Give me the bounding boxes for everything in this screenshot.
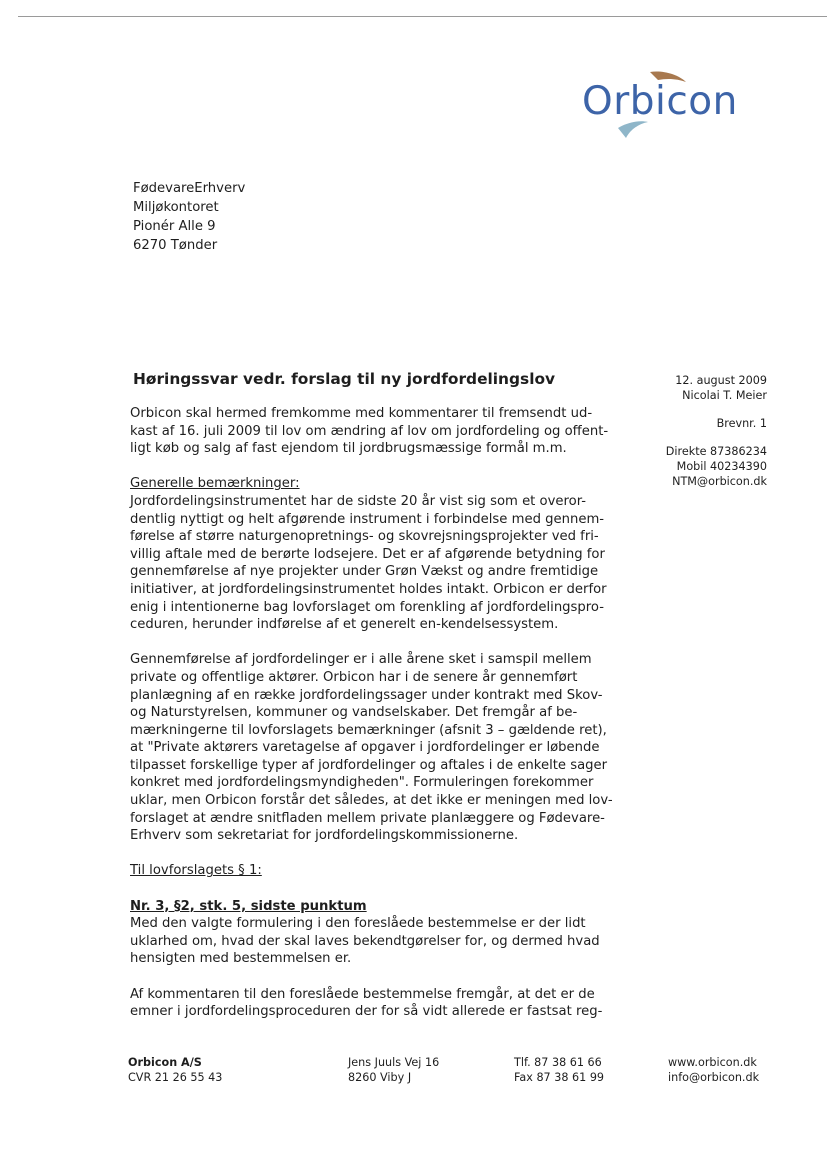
footer-cvr: CVR 21 26 55 43	[128, 1071, 223, 1084]
address-line: Pionér Alle 9	[133, 219, 216, 234]
author-email: NTM@orbicon.dk	[672, 475, 767, 488]
footer-address	[348, 1055, 439, 1085]
body-line: Erhverv som sekretariat for jordfordelingskommissionerne.	[130, 828, 519, 844]
footer-phone: Tlf. 87 38 61 66	[514, 1056, 602, 1069]
body-line: planlægning af en række jordfordelingssager under kontrakt med Skov-	[130, 687, 603, 703]
address-line: Miljøkontoret	[133, 200, 219, 215]
direct-phone: Direkte 87386234	[665, 445, 767, 458]
body-line: og Naturstyrelsen, kommuner og vandselskaber. Det fremgår af be-	[130, 705, 578, 721]
body-line: tilpasset forskellige typer af jordfordelinger og aftales i de enkelte sager	[130, 757, 608, 773]
body-line: private og offentlige aktører. Orbicon har i de senere år gennemført	[130, 669, 578, 685]
orbicon-logo	[582, 66, 768, 142]
body-line: ligt køb og salg af fast ejendom til jordbrugsmæssige formål m.m.	[130, 441, 567, 457]
body-line: Orbicon skal hermed fremkomme med kommentarer til fremsendt ud-	[130, 406, 593, 421]
footer-email[interactable]: info@orbicon.dk	[668, 1071, 760, 1084]
footer-phones	[514, 1055, 604, 1085]
body-line: gennemførelse af nye projekter under Grøn Vækst og andre fremtidige	[130, 564, 599, 580]
body-line: kast af 16. juli 2009 til lov om ændring af lov om jordfordeling og offent-	[130, 423, 609, 439]
body-line: forslaget at ændre snitfladen mellem private planlæggere og Fødevare-	[130, 810, 605, 826]
mobile-phone: Mobil 40234390	[676, 460, 767, 473]
body-line: uklar, men Orbicon forstår det således, at det ikke er meningen med lov-	[130, 793, 613, 809]
section-heading: Til lovforslagets § 1:	[130, 863, 262, 879]
footer-street: Jens Juuls Vej 16	[348, 1056, 440, 1069]
body-line: mærkningerne til lovforslagets bemærkninger (afsnit 3 – gældende ret),	[130, 722, 607, 738]
top-rule	[18, 16, 827, 17]
letter-title: Høringssvar vedr. forslag til ny jordfordelingslov	[133, 370, 556, 388]
body-line: villig aftale med de berørte lodsejere. Det er af afgørende betydning for	[130, 546, 605, 562]
letter-body	[130, 405, 615, 1021]
body-line: Gennemførelse af jordfordelinger er i alle årene sket i samspil mellem	[130, 652, 592, 668]
body-line: initiativer, at jordfordelingsinstrumentet holdes intakt. Orbicon er derfor	[130, 581, 607, 597]
body-line: dentlig nyttigt og helt afgørende instrument i forbindelse med gennem-	[130, 511, 605, 527]
body-line: hensigten med bestemmelsen er.	[130, 951, 352, 967]
address-line: 6270 Tønder	[133, 238, 218, 253]
footer-fax: Fax 87 38 61 99	[514, 1071, 605, 1084]
body-line: emner i jordfordelingsproceduren der for så vidt allerede er fastsat reg-	[130, 1004, 603, 1020]
body-line: enig i intentionerne bag lovforslaget om forenkling af jordfordelingspro-	[130, 599, 604, 615]
footer-website[interactable]: www.orbicon.dk	[668, 1056, 757, 1069]
letter-ref: Brevnr. 1	[716, 417, 767, 430]
letter-meta	[666, 373, 767, 489]
recipient-address	[133, 179, 245, 255]
general-heading: Generelle bemærkninger:	[130, 476, 300, 492]
body-line: ceduren, herunder indførelse af et generelt en-kendelsessystem.	[130, 617, 559, 633]
body-line: førelse af større naturgenopretnings- og skovrejsningsprojekter ved fri-	[130, 529, 599, 545]
body-line: Jordfordelingsinstrumentet har de sidste 20 år vist sig som et overor-	[130, 493, 587, 509]
letter-author: Nicolai T. Meier	[682, 389, 767, 402]
footer-city: 8260 Viby J	[348, 1071, 412, 1084]
sub-heading: Nr. 3, §2, stk. 5, sidste punktum	[130, 898, 367, 914]
body-line: Af kommentaren til den foreslåede bestemmelse fremgår, at det er de	[130, 986, 595, 1002]
logo-wordmark: Orbicon	[582, 79, 738, 124]
footer-company	[128, 1055, 222, 1085]
body-line: konkret med jordfordelingsmyndigheden". Formuleringen forekommer	[130, 775, 594, 791]
body-line: Med den valgte formulering i den foreslåede bestemmelse er der lidt	[130, 916, 586, 932]
body-line: uklarhed om, hvad der skal laves bekendtgørelser for, og dermed hvad	[130, 933, 600, 949]
address-line: FødevareErhverv	[133, 181, 246, 196]
body-line: at "Private aktørers varetagelse af opgaver i jordfordelinger er løbende	[130, 740, 600, 756]
letter-date: 12. august 2009	[675, 374, 767, 387]
footer-web	[668, 1055, 759, 1085]
footer-company-name: Orbicon A/S	[128, 1056, 202, 1069]
